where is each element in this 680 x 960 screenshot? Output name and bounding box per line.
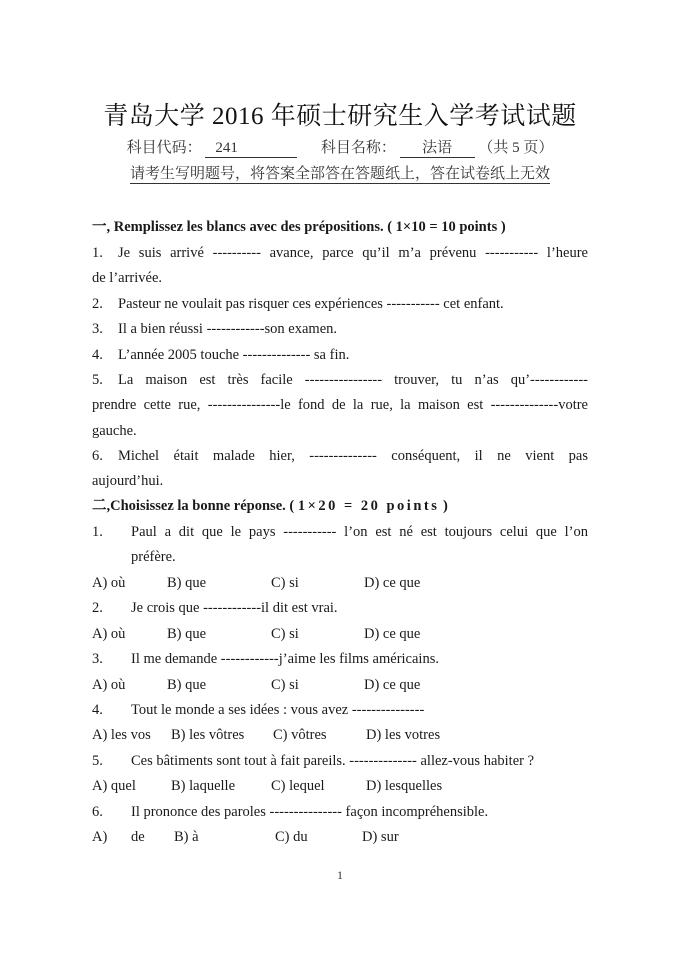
option-b: B) que	[167, 626, 207, 642]
option-c: C) si	[271, 575, 299, 591]
s2-question-4: 4. Tout le monde a ses idées : vous avez ---------------	[92, 702, 425, 718]
option-d: D) sur	[362, 829, 399, 845]
option-b: B) que	[167, 575, 207, 591]
s2-question-5: 5. Ces bâtiments sont tout à fait pareils. -------------- allez-vous habiter ?	[92, 753, 535, 769]
option-c: C) du	[275, 829, 308, 845]
option-c: C) lequel	[271, 778, 325, 794]
option-a-text: de	[131, 829, 145, 845]
option-a: A) où	[92, 677, 126, 693]
option-d: D) ce que	[364, 677, 421, 693]
option-d: D) les votres	[366, 727, 441, 743]
s1-item-3: 3. Il a bien réussi ------------son examen.	[92, 321, 338, 337]
subject-name-label: 科目名称：	[320, 140, 396, 156]
subject-code-label: 科目代码：	[126, 140, 202, 156]
answer-notice: 请考生写明题号，将答案全部答在答题纸上，答在试卷纸上无效	[129, 166, 550, 182]
s1-item-5-cont: prendre cette rue, ---------------le fond de la rue, la maison est --------------votre	[92, 397, 588, 413]
subject-name: 法语	[400, 141, 475, 158]
option-a: A)	[92, 829, 108, 845]
s1-item-6-cont: aujourd’hui.	[92, 473, 164, 489]
option-c: C) si	[271, 626, 299, 642]
s2-question-6: 6. Il prononce des paroles --------------- façon incompréhensible.	[92, 804, 489, 820]
s2-question-2: 2. Je crois que ------------il dit est vrai.	[92, 600, 338, 616]
option-a: A) quel	[92, 778, 136, 794]
option-b: B) que	[167, 677, 207, 693]
option-b: B) les vôtres	[171, 727, 245, 743]
subject-info	[0, 136, 680, 158]
option-c: C) vôtres	[273, 727, 327, 743]
s1-item-5: 5. La maison est très facile ---------------- trouver, tu n’as qu’------------	[92, 372, 588, 388]
option-a: A) les vos	[92, 727, 151, 743]
s2-question-1-cont: préfère.	[131, 549, 176, 565]
option-d: D) ce que	[364, 626, 421, 642]
s1-item-5-cont2: gauche.	[92, 423, 137, 439]
section1-heading: 一, Remplissez les blancs avec des prépositions. ( 1×10 = 10 points )	[92, 219, 506, 235]
s1-item-6: 6. Michel était malade hier, -------------- conséquent, il ne vient pas	[92, 448, 588, 464]
s1-item-1: 1. Je suis arrivé ---------- avance, parce qu’il m’a prévenu ----------- l’heure	[92, 245, 588, 261]
s1-item-1-cont: de l’arrivée.	[92, 270, 163, 286]
option-b: B) à	[174, 829, 199, 845]
option-a: A) où	[92, 575, 126, 591]
pages-note: （共 5 页）	[478, 140, 554, 156]
s1-item-4: 4. L’année 2005 touche -------------- sa fin.	[92, 347, 350, 363]
s1-item-2: 2. Pasteur ne voulait pas risquer ces expériences ----------- cet enfant.	[92, 296, 504, 312]
page-number: 1	[337, 868, 343, 882]
s2-question-3: 3. Il me demande ------------j’aime les films américains.	[92, 651, 439, 667]
option-c: C) si	[271, 677, 299, 693]
option-b: B) laquelle	[171, 778, 236, 794]
exam-title: 青岛大学 2016 年硕士研究生入学考试试题	[103, 103, 577, 130]
subject-code: 241	[205, 141, 297, 158]
option-d: D) ce que	[364, 575, 421, 591]
section2-heading: 二,Choisissez la bonne réponse. ( 1×20 = 20 points )	[92, 498, 448, 514]
option-d: D) lesquelles	[366, 778, 443, 794]
option-a: A) où	[92, 626, 126, 642]
s2-question-1: 1. Paul a dit que le pays ----------- l’on est né est toujours celui que l’on	[92, 524, 588, 540]
